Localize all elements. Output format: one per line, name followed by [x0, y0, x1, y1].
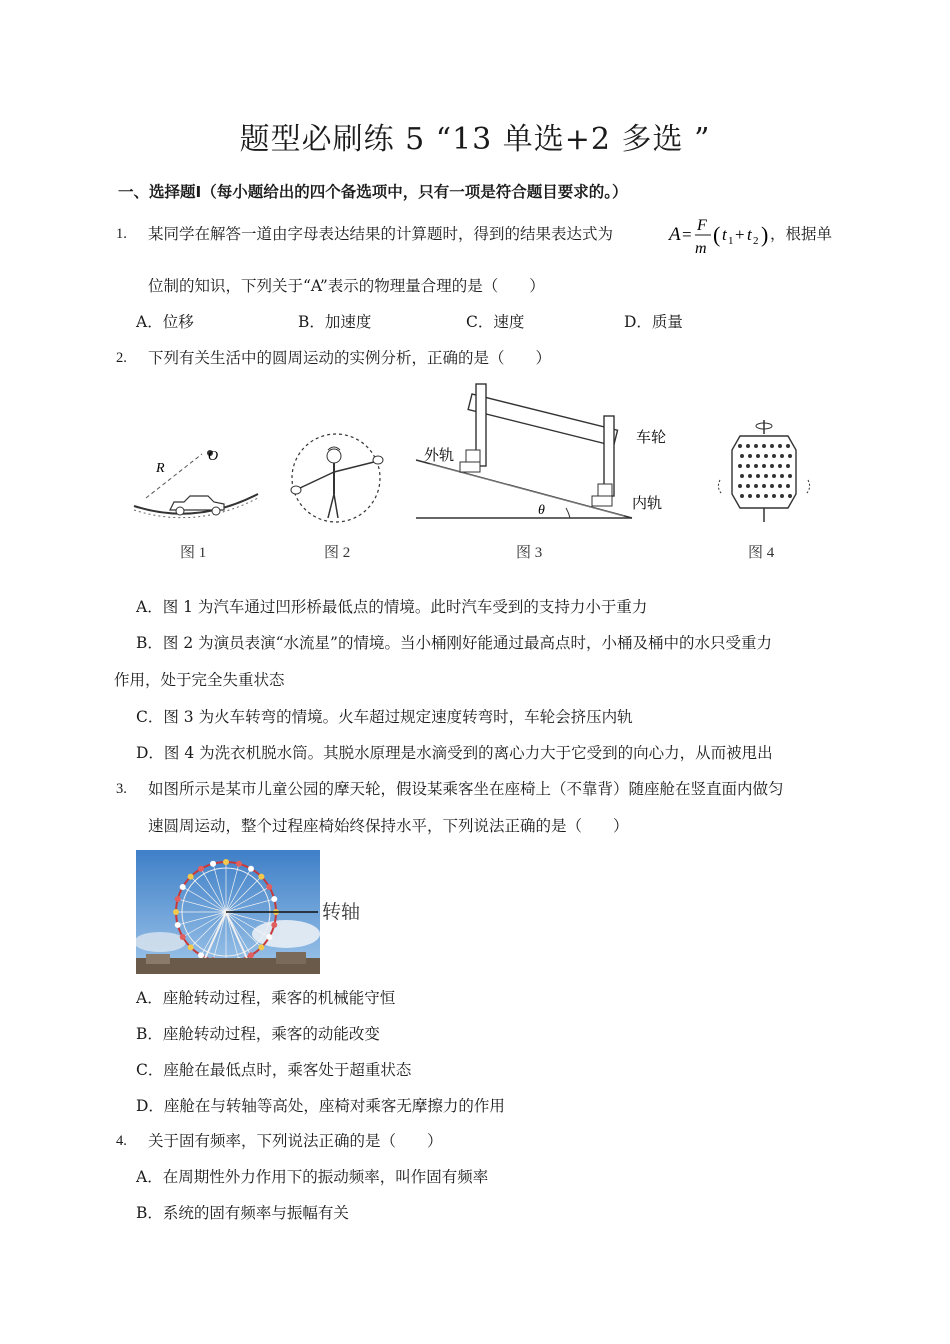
wheel-cabin — [271, 896, 277, 902]
drum-hole — [778, 444, 782, 448]
wheel-cabin — [248, 952, 254, 958]
drum-hole — [786, 484, 790, 488]
q2-option-d: D．图 4 为洗衣机脱水筒。其脱水原理是水滴受到的离心力大于它受到的向心力，从而被甩出 — [136, 744, 773, 762]
drum-hole — [778, 464, 782, 468]
drum-hole — [748, 474, 752, 478]
figure-3-caption: 图 3 — [516, 545, 543, 561]
drum-hole — [786, 444, 790, 448]
page-title: 题型必刷练 5 “13 单选+2 多选 ” — [239, 122, 711, 157]
drum-hole — [762, 444, 766, 448]
q3-ferris-wheel-photo — [136, 850, 386, 974]
q3-stem-line1: 如图所示是某市儿童公园的摩天轮，假设某乘客坐在座椅上（不靠背）随座舱在竖直面内做匀 — [148, 780, 784, 798]
q2-option-b-line1: B．图 2 为演员表演“水流星”的情境。当小桶刚好能通过最高点时，小桶及桶中的水只受重力 — [136, 634, 772, 652]
formula-denominator: m — [695, 240, 707, 257]
drum-hole — [788, 454, 792, 458]
drum-hole — [746, 464, 750, 468]
axle-icon — [460, 384, 618, 506]
label-inner-rail: 内轨 — [632, 496, 663, 512]
formula-plus: + — [735, 225, 745, 244]
formula-eq: = — [682, 225, 692, 244]
drum-hole — [764, 454, 768, 458]
wheel-cabin — [180, 884, 186, 890]
wheel-cabin — [271, 922, 277, 928]
figure-2-water-meteor — [282, 430, 390, 528]
formula-sub1: 1 — [728, 235, 734, 247]
q1-stem-line2: 位制的知识，下列关于“A”表示的物理量合理的是（ ） — [148, 277, 545, 295]
drum-hole — [738, 444, 742, 448]
formula-sub2: 2 — [753, 235, 759, 247]
wheel-cabin — [188, 874, 194, 880]
drum-hole — [788, 474, 792, 478]
wheel-cabin — [258, 874, 264, 880]
figure-4-spin-drum — [716, 420, 812, 524]
drum-hole — [762, 464, 766, 468]
drum-hole — [740, 474, 744, 478]
drum-hole — [746, 444, 750, 448]
section-heading: 一、选择题Ⅰ（每小题给出的四个备选项中，只有一项是符合题目要求的。） — [118, 183, 628, 201]
label-rotation-axis: 转轴 — [322, 902, 361, 923]
drum-hole — [770, 444, 774, 448]
wheel-cabin — [266, 934, 272, 940]
formula-t2: t — [747, 225, 752, 244]
drum-hole — [764, 474, 768, 478]
q3-option-b: B．座舱转动过程，乘客的动能改变 — [136, 1025, 380, 1043]
q1-option-d: D．质量 — [624, 313, 683, 331]
wheel-cabin — [210, 861, 216, 867]
label-O: O — [208, 449, 219, 464]
drum-hole — [762, 484, 766, 488]
q3-stem-line2: 速圆周运动，整个过程座椅始终保持水平，下列说法正确的是（ ） — [148, 817, 629, 835]
q2-option-a: A．图 1 为汽车通过凹形桥最低点的情境。此时汽车受到的支持力小于重力 — [136, 598, 648, 616]
drum-hole — [740, 494, 744, 498]
label-theta: θ — [538, 503, 545, 518]
drum-hole — [754, 464, 758, 468]
drum-hole — [738, 484, 742, 488]
drum-hole — [772, 474, 776, 478]
paren-close: ) — [761, 222, 769, 247]
question-number-2: 2. — [116, 350, 127, 366]
figure-3-banked-track — [414, 380, 684, 526]
drum-hole — [780, 494, 784, 498]
drum-hole — [764, 494, 768, 498]
q1-option-a: A．位移 — [136, 313, 194, 331]
drum-hole — [778, 484, 782, 488]
label-R: R — [156, 461, 165, 476]
label-outer-rail: 外轨 — [424, 448, 455, 464]
wheel-cabin — [223, 859, 229, 865]
q1-formula — [667, 210, 777, 260]
formula-t1: t — [722, 225, 727, 244]
drum-hole — [756, 494, 760, 498]
drum-hole — [770, 484, 774, 488]
q2-option-c: C．图 3 为火车转弯的情境。火车超过规定速度转弯时，车轮会挤压内轨 — [136, 708, 633, 726]
drum-hole — [772, 494, 776, 498]
drum-hole — [780, 454, 784, 458]
q2-stem: 下列有关生活中的圆周运动的实例分析，正确的是（ ） — [148, 349, 552, 367]
wheel-cabin — [248, 866, 254, 872]
q4-stem: 关于固有频率，下列说法正确的是（ ） — [148, 1132, 443, 1150]
drum-hole — [772, 454, 776, 458]
drum-hole — [788, 494, 792, 498]
wheel-cabin — [236, 861, 242, 867]
formula-numerator: F — [697, 217, 707, 234]
formula-lhs: A — [669, 224, 681, 245]
question-number-3: 3. — [116, 781, 127, 797]
wheel-cabin — [258, 944, 264, 950]
q3-option-a: A．座舱转动过程，乘客的机械能守恒 — [136, 989, 396, 1007]
drum-hole — [770, 464, 774, 468]
drum-hole — [754, 444, 758, 448]
label-wheel: 车轮 — [636, 430, 667, 446]
drum-hole — [740, 454, 744, 458]
wheel-cabin — [188, 944, 194, 950]
q1-option-c: C．速度 — [466, 313, 525, 331]
wheel-cabin — [198, 952, 204, 958]
wheel-cabin — [175, 896, 181, 902]
wheel-cabin — [180, 934, 186, 940]
q4-option-b: B．系统的固有频率与振幅有关 — [136, 1204, 349, 1222]
drum-hole — [738, 464, 742, 468]
paren-open: ( — [713, 222, 721, 247]
question-number-4: 4. — [116, 1133, 127, 1149]
wheel-cabin — [175, 922, 181, 928]
drum-hole — [786, 464, 790, 468]
drum-hole — [746, 484, 750, 488]
figure-1-caption: 图 1 — [180, 545, 207, 561]
q1-stem-line1-end: ，根据单 — [770, 225, 833, 243]
q1-stem-line1: 某同学在解答一道由字母表达结果的计算题时，得到的结果表达式为 — [148, 225, 614, 243]
drum-hole — [756, 454, 760, 458]
drum-hole — [748, 454, 752, 458]
drum-hole — [780, 474, 784, 478]
drum-hole — [756, 474, 760, 478]
q2-option-b-line2: 作用，处于完全失重状态 — [114, 671, 285, 689]
q1-option-b: B．加速度 — [298, 313, 372, 331]
drum-hole — [754, 484, 758, 488]
figure-4-caption: 图 4 — [748, 545, 775, 561]
q3-option-c: C．座舱在最低点时，乘客处于超重状态 — [136, 1061, 412, 1079]
wheel-cabin — [266, 884, 272, 890]
drum-hole — [748, 494, 752, 498]
wheel-cabin — [198, 866, 204, 872]
figure-1-concave-bridge — [128, 440, 264, 524]
wheel-cabin — [173, 909, 179, 915]
q4-option-a: A．在周期性外力作用下的振动频率，叫作固有频率 — [136, 1168, 489, 1186]
q3-option-d: D．座舱在与转轴等高处，座椅对乘客无摩擦力的作用 — [136, 1097, 505, 1115]
figure-2-caption: 图 2 — [324, 545, 351, 561]
question-number-1: 1. — [116, 226, 127, 242]
